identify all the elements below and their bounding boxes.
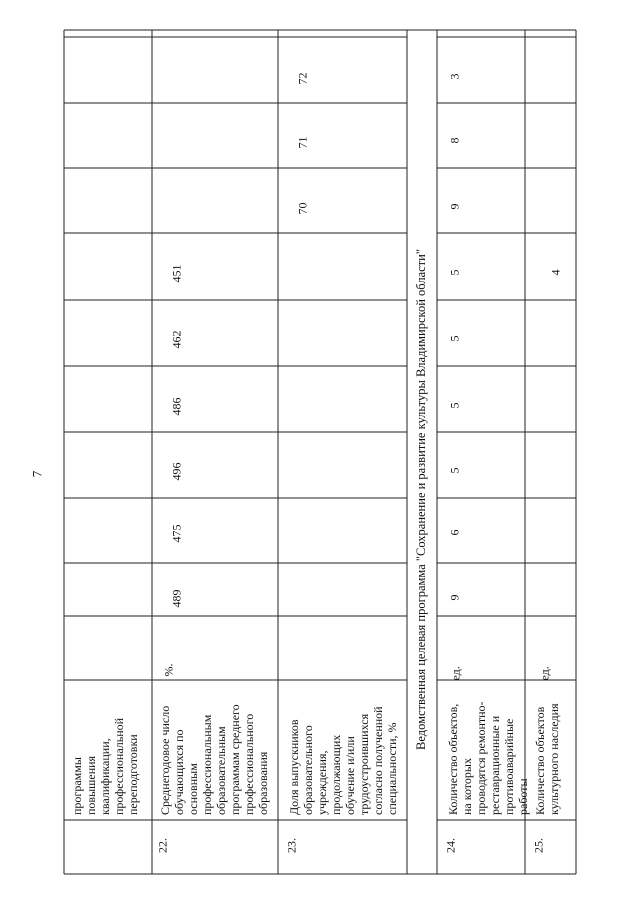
r22-value-6: 451 bbox=[169, 264, 184, 283]
row-22-number: 22. bbox=[155, 838, 170, 853]
r24-value-4: 5 bbox=[447, 402, 462, 409]
row-22-label: Среднегодовое число обучающихся по основным профессиональным образовательным программам среднего профессионального образования bbox=[158, 704, 270, 815]
row-24-number: 24. bbox=[443, 838, 458, 853]
r23-value-7: 70 bbox=[295, 202, 310, 215]
row-22-unit: %. bbox=[161, 663, 176, 677]
r24-value-8: 8 bbox=[447, 137, 462, 144]
r22-value-1: 489 bbox=[169, 589, 184, 608]
r25-value-6: 4 bbox=[548, 269, 563, 276]
r23-value-9: 72 bbox=[295, 72, 310, 85]
r24-value-2: 6 bbox=[447, 529, 462, 536]
r22-value-2: 475 bbox=[169, 524, 184, 543]
r24-value-7: 9 bbox=[447, 203, 462, 210]
row-24-label: Количество объектов, на которых проводятся ремонтно- реставрационные и противоаварийные работы bbox=[446, 701, 530, 815]
section-title: Ведомственная целевая программа "Сохранение и развитие культуры Владимирской области" bbox=[414, 249, 428, 750]
r24-value-3: 5 bbox=[447, 467, 462, 474]
row-25-unit: ед. bbox=[537, 666, 552, 681]
row-24-unit: ед. bbox=[448, 666, 463, 681]
r24-value-9: 3 bbox=[447, 73, 462, 80]
page-number: 7 bbox=[29, 470, 45, 478]
r24-value-6: 5 bbox=[447, 269, 462, 276]
r22-value-3: 496 bbox=[169, 462, 184, 481]
row-25-number: 25. bbox=[531, 838, 546, 853]
row-prev-label: программы повышения квалификации, профессиональной переподготовки bbox=[70, 717, 140, 815]
row-23-number: 23. bbox=[284, 838, 299, 853]
row-25-label: Количество объектов культурного наследия bbox=[533, 703, 561, 815]
r24-value-1: 9 bbox=[447, 594, 462, 601]
r22-value-4: 486 bbox=[169, 397, 184, 416]
r22-value-5: 462 bbox=[169, 330, 184, 349]
r24-value-5: 5 bbox=[447, 335, 462, 342]
row-23-label: Доля выпускников образовательного учреждения, продолжающих обучение и/или трудоустроившихся согласно полученной специальности, % bbox=[287, 706, 399, 815]
r23-value-8: 71 bbox=[295, 136, 310, 149]
